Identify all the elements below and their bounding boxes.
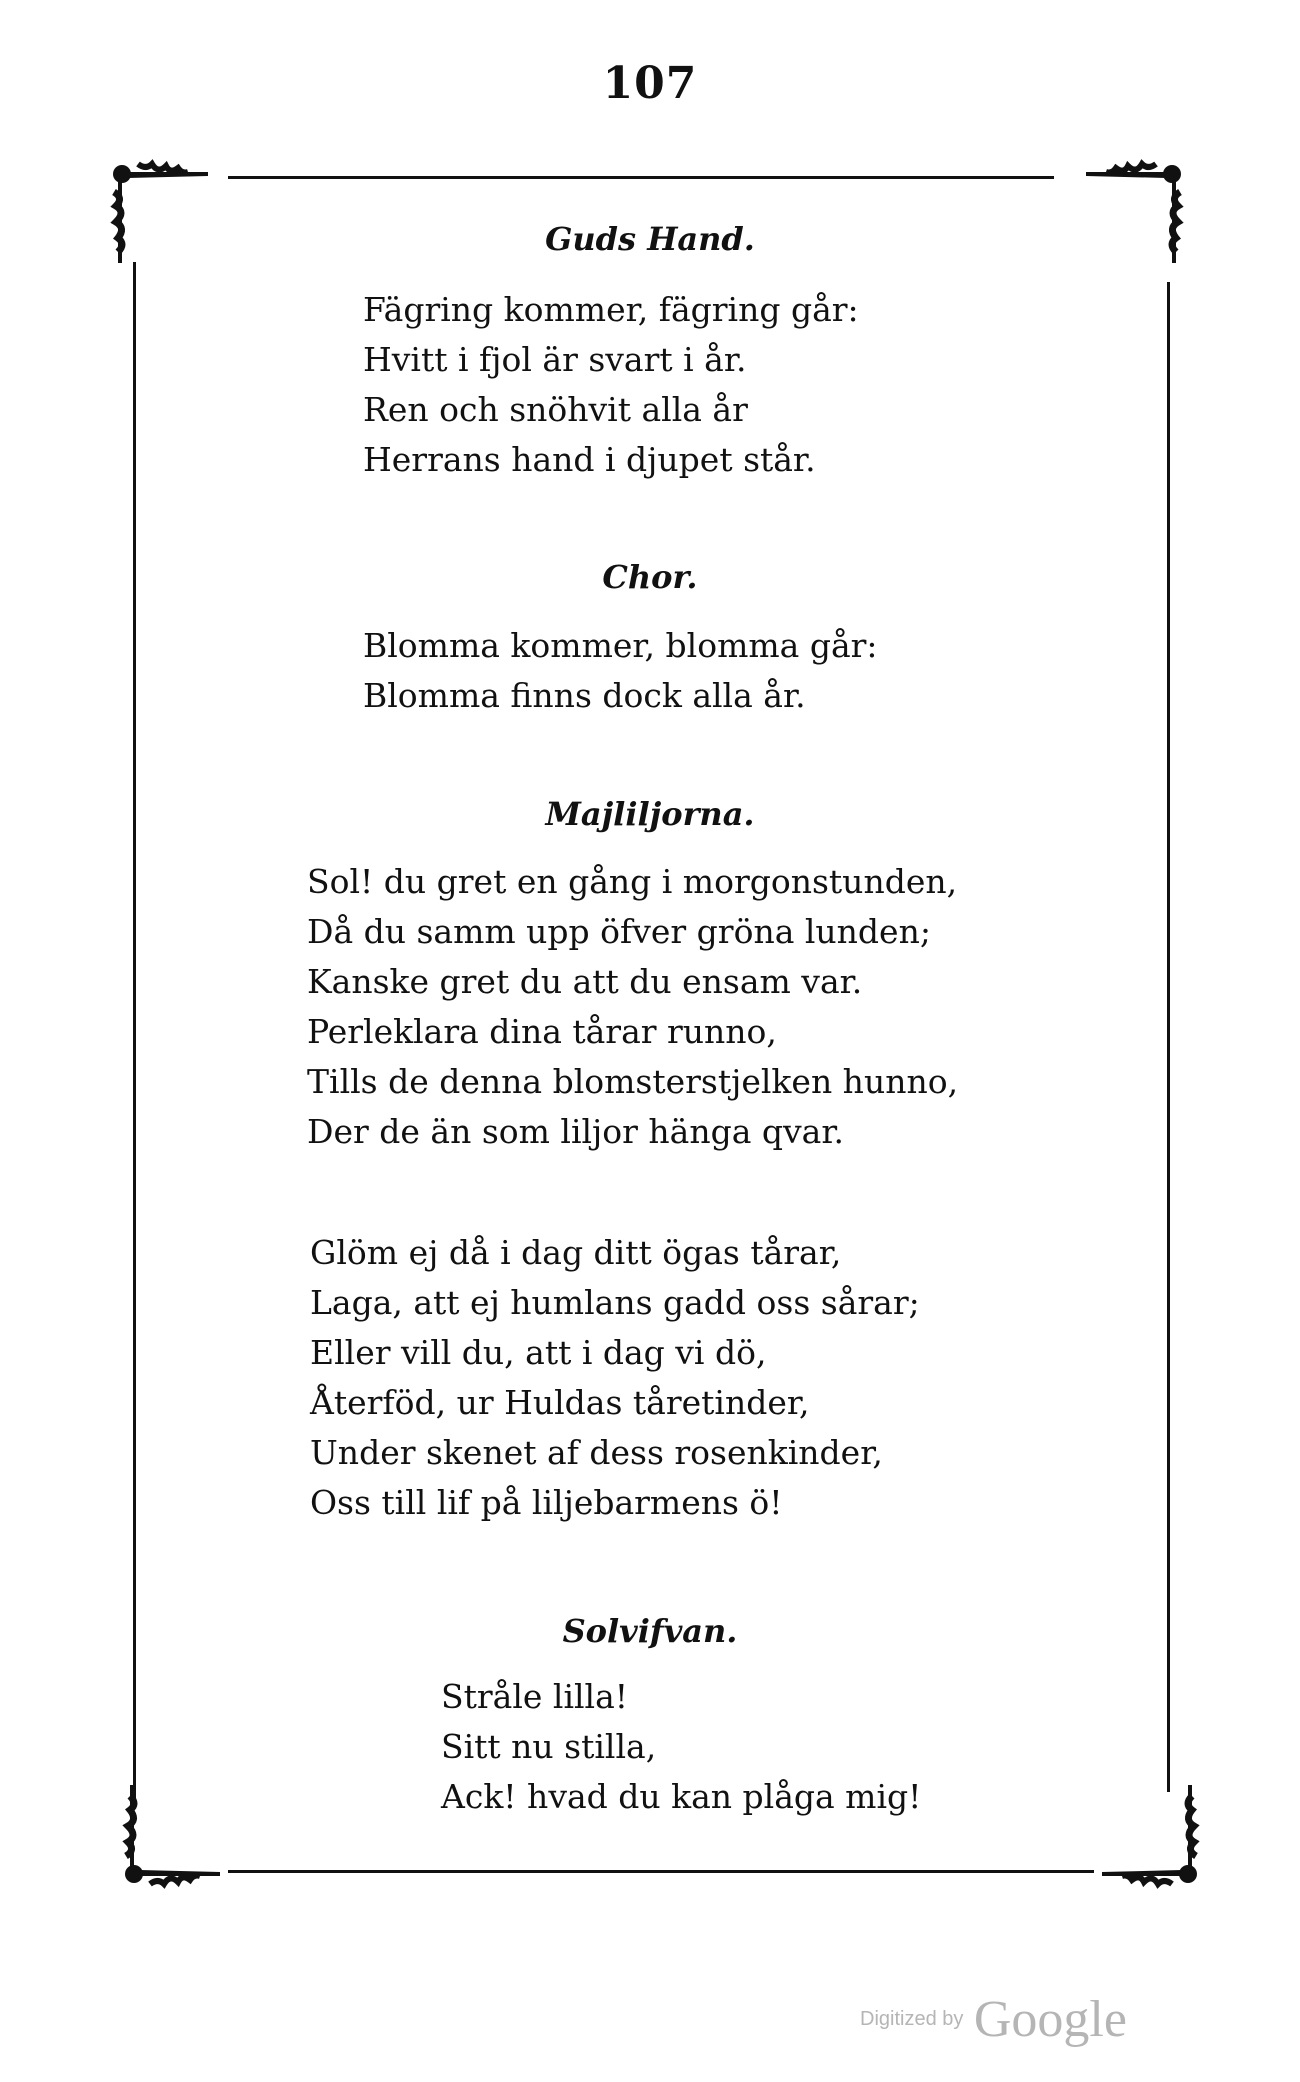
corner-ornament-bottom-left-icon [120, 1780, 230, 1890]
verse-line: Ack! hvad du kan plåga mig! [441, 1777, 922, 1816]
page-number: 107 [602, 58, 698, 109]
verse-line: Sitt nu stilla, [441, 1727, 657, 1766]
verse-line: Herrans hand i djupet står. [363, 440, 816, 479]
poem-title: Majliljorna. [545, 795, 755, 833]
verse-line: Fägring kommer, fägring går: [363, 290, 859, 329]
verse-line: Sol! du gret en gång i morgonstunden, [307, 862, 958, 901]
poem-title: Solvifvan. [562, 1612, 738, 1650]
verse-line: Hvitt i fjol är svart i år. [363, 340, 747, 379]
frame-right-rule [1167, 282, 1170, 1792]
verse-line: Blomma finns dock alla år. [363, 676, 806, 715]
frame-left-rule [133, 262, 136, 1802]
verse-line: Stråle lilla! [441, 1677, 629, 1716]
corner-ornament-bottom-right-icon [1092, 1780, 1202, 1890]
verse-line: Då du samm upp öfver gröna lunden; [307, 912, 931, 951]
verse-line: Tills de denna blomsterstjelken hunno, [307, 1062, 959, 1101]
digitized-watermark [860, 1990, 1127, 2049]
verse-line: Perleklara dina tårar runno, [307, 1012, 777, 1051]
verse-line: Kanske gret du att du ensam var. [307, 962, 863, 1001]
verse-line: Eller vill du, att i dag vi dö, [310, 1333, 767, 1372]
poem-stanza [310, 1228, 920, 1528]
frame-bottom-rule [228, 1870, 1094, 1873]
verse-line: Ren och snöhvit alla år [363, 390, 748, 429]
poem-stanza [363, 621, 878, 721]
verse-line: Under skenet af dess rosenkinder, [310, 1433, 883, 1472]
verse-line: Laga, att ej humlans gadd oss sårar; [310, 1283, 920, 1322]
frame-top-rule [228, 176, 1054, 179]
verse-line: Oss till lif på liljebarmens ö! [310, 1483, 783, 1522]
poem-stanza [363, 285, 859, 485]
verse-line: Glöm ej då i dag ditt ögas tårar, [310, 1233, 842, 1272]
poem-stanza [307, 857, 958, 1157]
poem-title: Chor. [602, 558, 698, 596]
verse-line: Der de än som liljor hänga qvar. [307, 1112, 844, 1151]
digitized-by-label: Digitized by [860, 2008, 964, 2030]
poem-title: Guds Hand. [545, 220, 755, 258]
verse-line: Blomma kommer, blomma går: [363, 626, 878, 665]
verse-line: Återföd, ur Huldas tåretinder, [310, 1383, 810, 1422]
google-logo: Google [973, 1991, 1127, 2048]
poem-stanza [441, 1672, 921, 1822]
